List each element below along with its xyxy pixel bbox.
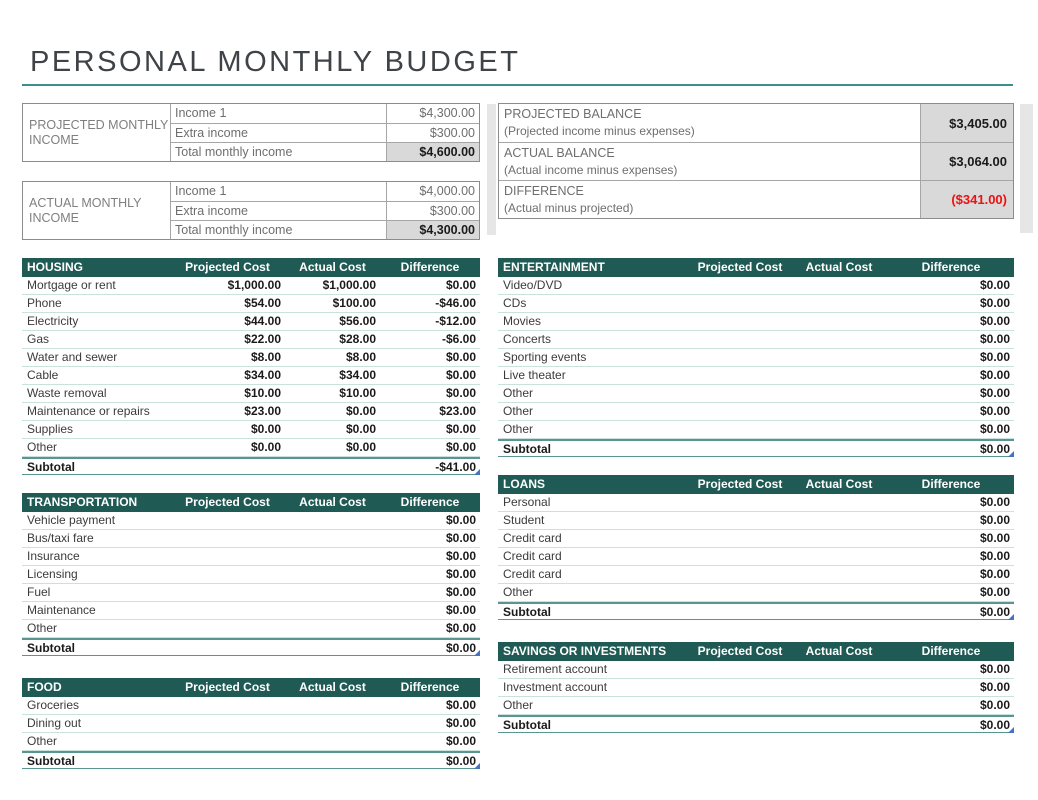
income-item-cell[interactable]: Extra income — [170, 123, 386, 142]
transportation-category-header[interactable]: TRANSPORTATION — [27, 495, 138, 509]
projected-balance-value[interactable]: $3,405.00 — [920, 104, 1013, 142]
table-row — [498, 512, 1014, 530]
difference-cell[interactable]: $0.00 — [445, 386, 476, 400]
expense-table-transportation — [22, 493, 480, 656]
actual-cost-cell[interactable] — [790, 679, 888, 696]
table-header-row — [22, 678, 480, 697]
balance-subtitle: (Actual minus projected) — [504, 201, 634, 215]
actual-income-table — [22, 181, 480, 240]
table-row — [22, 733, 480, 751]
actual-cost-cell[interactable] — [285, 566, 380, 583]
item-cell[interactable]: Fuel — [27, 585, 51, 599]
subtotal-label[interactable]: Subtotal — [27, 641, 75, 655]
difference-cell[interactable]: $0.00 — [979, 296, 1010, 310]
difference-cell[interactable]: $0.00 — [979, 531, 1010, 545]
item-cell[interactable]: Waste removal — [27, 386, 107, 400]
actual-cost-cell[interactable]: $56.00 — [339, 314, 376, 328]
projected-cost-cell[interactable]: $0.00 — [250, 422, 281, 436]
entertainment-category-header[interactable]: ENTERTAINMENT — [503, 260, 605, 274]
difference-cell[interactable]: $0.00 — [979, 278, 1010, 292]
projected-cost-cell[interactable] — [690, 403, 790, 420]
subtotal-row — [498, 715, 1014, 733]
table-resize-handle[interactable] — [474, 650, 480, 656]
projected-cost-cell[interactable] — [690, 530, 790, 547]
subtotal-row — [498, 439, 1014, 457]
projected-cost-header[interactable]: Projected Cost — [185, 680, 270, 694]
difference-cell[interactable]: $0.00 — [979, 585, 1010, 599]
actual-cost-cell[interactable] — [790, 661, 888, 678]
actual-cost-cell[interactable] — [790, 717, 888, 732]
projected-cost-cell[interactable] — [170, 697, 285, 714]
projected-cost-cell[interactable] — [690, 661, 790, 678]
item-cell[interactable]: Cable — [27, 368, 59, 382]
difference-cell[interactable]: $0.00 — [979, 332, 1010, 346]
projected-cost-cell[interactable]: $0.00 — [250, 440, 281, 454]
income-total-cell[interactable]: $4,300.00 — [386, 220, 479, 239]
projected-cost-cell[interactable] — [170, 620, 285, 637]
difference-header[interactable]: Difference — [400, 260, 460, 274]
item-cell[interactable]: Live theater — [503, 368, 566, 382]
income-item-cell[interactable]: Total monthly income — [170, 142, 386, 161]
item-cell[interactable]: Credit card — [503, 549, 562, 563]
actual-cost-cell[interactable] — [285, 548, 380, 565]
table-header-row — [498, 258, 1014, 277]
table-resize-handle[interactable] — [474, 763, 480, 769]
difference-cell[interactable]: $0.00 — [979, 350, 1010, 364]
expense-table-entertainment — [498, 258, 1014, 457]
projected-cost-cell[interactable] — [690, 349, 790, 366]
actual-cost-cell[interactable] — [790, 494, 888, 511]
projected-cost-header[interactable]: Projected Cost — [697, 260, 783, 274]
item-cell[interactable]: Maintenance — [27, 603, 96, 617]
income-value-cell[interactable]: $4,300.00 — [386, 104, 479, 123]
difference-cell[interactable]: $0.00 — [445, 350, 476, 364]
difference-cell[interactable]: $0.00 — [979, 495, 1010, 509]
item-cell[interactable]: Bus/taxi fare — [27, 531, 94, 545]
difference-header[interactable]: Difference — [921, 477, 981, 491]
actual-cost-header[interactable]: Actual Cost — [805, 477, 873, 491]
projected-cost-cell[interactable]: $8.00 — [250, 350, 281, 364]
balance-title: PROJECTED BALANCE — [504, 107, 642, 121]
difference-cell[interactable]: $0.00 — [979, 513, 1010, 527]
projected-cost-cell[interactable]: $23.00 — [244, 404, 281, 418]
item-cell[interactable]: Other — [503, 585, 534, 599]
item-cell[interactable]: Other — [503, 386, 534, 400]
item-cell[interactable]: Credit card — [503, 531, 562, 545]
difference-cell[interactable]: $0.00 — [979, 314, 1010, 328]
projected-cost-header[interactable]: Projected Cost — [697, 644, 783, 658]
item-cell[interactable]: CDs — [503, 296, 527, 310]
title-underline — [22, 84, 1013, 86]
page-break-strip-right — [1020, 104, 1033, 233]
table-row — [22, 512, 480, 530]
difference-cell[interactable]: $0.00 — [979, 698, 1010, 712]
table-row — [22, 295, 480, 313]
table-row — [22, 620, 480, 638]
difference-cell[interactable]: $0.00 — [445, 716, 476, 730]
table-row — [498, 548, 1014, 566]
difference-header[interactable]: Difference — [921, 260, 981, 274]
projected-cost-cell[interactable] — [170, 715, 285, 732]
table-row — [498, 661, 1014, 679]
projected-cost-cell[interactable] — [690, 295, 790, 312]
table-row — [498, 313, 1014, 331]
item-cell[interactable]: Maintenance or repairs — [27, 404, 150, 418]
item-cell[interactable]: Groceries — [27, 698, 80, 712]
table-row — [22, 566, 480, 584]
table-row — [498, 530, 1014, 548]
projected-cost-cell[interactable] — [170, 584, 285, 601]
difference-cell[interactable]: $0.00 — [445, 422, 476, 436]
table-row — [22, 715, 480, 733]
table-header-row — [498, 475, 1014, 494]
table-row — [22, 331, 480, 349]
projected-cost-cell[interactable] — [690, 494, 790, 511]
item-cell[interactable]: Phone — [27, 296, 62, 310]
actual-balance-row — [499, 142, 1013, 180]
income-item-cell[interactable]: Income 1 — [170, 182, 386, 201]
subtotal-label[interactable]: Subtotal — [503, 718, 551, 732]
projected-cost-cell[interactable]: $22.00 — [244, 332, 281, 346]
projected-cost-cell[interactable] — [170, 548, 285, 565]
actual-cost-header[interactable]: Actual Cost — [805, 260, 873, 274]
actual-balance-text[interactable] — [499, 143, 920, 180]
actual-cost-cell[interactable] — [285, 530, 380, 547]
item-cell[interactable]: Other — [503, 404, 534, 418]
difference-cell[interactable]: $0.00 — [979, 404, 1010, 418]
item-cell[interactable]: Supplies — [27, 422, 74, 436]
difference-cell[interactable]: $0.00 — [445, 531, 476, 545]
table-row — [22, 421, 480, 439]
table-header-row — [22, 493, 480, 512]
subtotal-row — [498, 602, 1014, 620]
expense-table-loans — [498, 475, 1014, 620]
actual-cost-cell[interactable] — [285, 640, 380, 655]
item-cell[interactable]: Vehicle payment — [27, 513, 116, 527]
item-cell[interactable]: Video/DVD — [503, 278, 563, 292]
table-row — [498, 697, 1014, 715]
page-title: PERSONAL MONTHLY BUDGET — [30, 46, 521, 78]
actual-cost-cell[interactable] — [790, 530, 888, 547]
actual-cost-cell[interactable] — [285, 697, 380, 714]
difference-cell[interactable]: $0.00 — [445, 603, 476, 617]
table-row — [22, 548, 480, 566]
difference-cell[interactable]: -$46.00 — [435, 296, 476, 310]
actual-cost-cell[interactable]: $28.00 — [339, 332, 376, 346]
actual-balance-value[interactable]: $3,064.00 — [920, 143, 1013, 180]
difference-cell[interactable]: $0.00 — [979, 549, 1010, 563]
table-row — [498, 349, 1014, 367]
subtotal-row — [22, 457, 480, 475]
actual-cost-header[interactable]: Actual Cost — [299, 495, 366, 509]
expense-table-food — [22, 678, 480, 769]
actual-cost-cell[interactable]: $1,000.00 — [322, 278, 376, 292]
difference-value[interactable]: ($341.00) — [920, 181, 1013, 218]
projected-cost-cell[interactable] — [690, 441, 790, 456]
projected-cost-cell[interactable] — [690, 385, 790, 402]
projected-cost-cell[interactable] — [690, 277, 790, 294]
actual-cost-cell[interactable] — [790, 512, 888, 529]
income-item-cell[interactable]: Income 1 — [170, 104, 386, 123]
subtotal-label[interactable]: Subtotal — [503, 442, 551, 456]
item-cell[interactable]: Student — [503, 513, 545, 527]
table-row — [22, 439, 480, 457]
projected-cost-cell[interactable] — [690, 566, 790, 583]
subtotal-label[interactable]: Subtotal — [27, 754, 75, 768]
difference-cell[interactable]: $0.00 — [979, 422, 1010, 436]
loans-category-header[interactable]: LOANS — [503, 477, 545, 491]
actual-cost-cell[interactable] — [790, 604, 888, 619]
actual-cost-cell[interactable] — [790, 331, 888, 348]
table-row — [498, 566, 1014, 584]
page-break-strip-left — [487, 104, 496, 235]
actual-cost-cell[interactable] — [790, 385, 888, 402]
projected-cost-cell[interactable] — [170, 512, 285, 529]
item-cell[interactable]: Other — [27, 440, 58, 454]
table-header-row — [498, 642, 1014, 661]
projected-cost-header[interactable]: Projected Cost — [697, 477, 783, 491]
item-cell[interactable]: Retirement account — [503, 662, 608, 676]
projected-cost-cell[interactable] — [170, 753, 285, 768]
actual-cost-cell[interactable]: $10.00 — [339, 386, 376, 400]
actual-cost-cell[interactable] — [790, 277, 888, 294]
difference-cell[interactable]: $0.00 — [445, 641, 476, 655]
difference-cell[interactable]: $23.00 — [439, 404, 476, 418]
difference-cell[interactable]: $0.00 — [445, 549, 476, 563]
actual-cost-cell[interactable] — [790, 441, 888, 456]
table-row — [498, 295, 1014, 313]
item-cell[interactable]: Investment account — [503, 680, 608, 694]
difference-cell[interactable]: $0.00 — [445, 734, 476, 748]
difference-cell[interactable]: $0.00 — [979, 567, 1010, 581]
difference-header[interactable]: Difference — [921, 644, 981, 658]
projected-cost-cell[interactable]: $1,000.00 — [227, 278, 281, 292]
projected-cost-cell[interactable] — [690, 584, 790, 601]
difference-cell[interactable]: $0.00 — [445, 278, 476, 292]
table-row — [498, 494, 1014, 512]
difference-cell[interactable]: -$12.00 — [435, 314, 476, 328]
balance-subtitle: (Actual income minus expenses) — [504, 163, 678, 177]
table-row — [22, 697, 480, 715]
actual-cost-cell[interactable] — [790, 403, 888, 420]
table-resize-handle[interactable] — [1008, 451, 1014, 457]
difference-cell[interactable]: $0.00 — [445, 368, 476, 382]
projected-cost-cell[interactable]: $54.00 — [244, 296, 281, 310]
projected-income-table — [22, 103, 480, 162]
table-row — [22, 367, 480, 385]
item-cell[interactable]: Other — [503, 698, 534, 712]
income-value-cell[interactable]: $300.00 — [386, 123, 479, 142]
table-row — [498, 367, 1014, 385]
projected-cost-cell[interactable]: $34.00 — [244, 368, 281, 382]
projected-cost-cell[interactable] — [690, 679, 790, 696]
actual-cost-cell[interactable] — [285, 584, 380, 601]
actual-cost-cell[interactable] — [790, 566, 888, 583]
item-cell[interactable]: Other — [27, 621, 58, 635]
projected-cost-cell[interactable] — [690, 548, 790, 565]
projected-income-label[interactable]: PROJECTED MONTHLY INCOME — [29, 117, 169, 147]
projected-cost-cell[interactable] — [170, 602, 285, 619]
actual-cost-header[interactable]: Actual Cost — [299, 260, 366, 274]
projected-cost-cell[interactable] — [690, 331, 790, 348]
actual-income-label[interactable]: ACTUAL MONTHLY INCOME — [29, 195, 142, 225]
difference-cell[interactable]: $0.00 — [979, 605, 1010, 619]
actual-cost-cell[interactable]: $0.00 — [345, 404, 376, 418]
projected-cost-cell[interactable]: $44.00 — [244, 314, 281, 328]
item-cell[interactable]: Licensing — [27, 567, 78, 581]
actual-cost-cell[interactable] — [285, 602, 380, 619]
item-cell[interactable]: Mortgage or rent — [27, 278, 116, 292]
table-row — [498, 584, 1014, 602]
balance-title: DIFFERENCE — [504, 184, 584, 198]
table-row — [22, 277, 480, 295]
projected-cost-cell[interactable] — [690, 697, 790, 714]
actual-cost-cell[interactable]: $0.00 — [345, 422, 376, 436]
difference-cell[interactable]: -$41.00 — [435, 460, 476, 474]
table-header-row — [22, 258, 480, 277]
difference-cell[interactable]: $0.00 — [979, 718, 1010, 732]
table-resize-handle[interactable] — [474, 469, 480, 475]
actual-cost-header[interactable]: Actual Cost — [299, 680, 366, 694]
income-value-cell[interactable]: $300.00 — [386, 201, 479, 220]
projected-cost-cell[interactable] — [170, 530, 285, 547]
projected-cost-cell[interactable] — [690, 313, 790, 330]
item-cell[interactable]: Dining out — [27, 716, 82, 730]
difference-cell[interactable]: $0.00 — [979, 662, 1010, 676]
actual-cost-cell[interactable] — [790, 313, 888, 330]
projected-cost-cell[interactable] — [170, 733, 285, 750]
item-cell[interactable]: Sporting events — [503, 350, 587, 364]
table-row — [498, 421, 1014, 439]
table-row — [498, 331, 1014, 349]
actual-cost-cell[interactable] — [790, 349, 888, 366]
actual-cost-cell[interactable]: $0.00 — [345, 440, 376, 454]
table-row — [22, 349, 480, 367]
item-cell[interactable]: Other — [27, 734, 58, 748]
table-resize-handle[interactable] — [1008, 727, 1014, 733]
projected-cost-header[interactable]: Projected Cost — [185, 495, 270, 509]
difference-row — [499, 180, 1013, 218]
item-cell[interactable]: Insurance — [27, 549, 80, 563]
table-row — [498, 277, 1014, 295]
projected-cost-header[interactable]: Projected Cost — [185, 260, 270, 274]
balance-subtitle: (Projected income minus expenses) — [504, 124, 695, 138]
projected-cost-cell[interactable] — [690, 421, 790, 438]
item-cell[interactable]: Movies — [503, 314, 542, 328]
housing-category-header[interactable]: HOUSING — [27, 260, 84, 274]
item-cell[interactable]: Other — [503, 422, 534, 436]
difference-cell[interactable]: $0.00 — [445, 621, 476, 635]
difference-cell[interactable]: $0.00 — [979, 680, 1010, 694]
difference-cell[interactable]: $0.00 — [979, 442, 1010, 456]
projected-cost-cell[interactable] — [690, 367, 790, 384]
actual-cost-cell[interactable]: $34.00 — [339, 368, 376, 382]
projected-balance-text[interactable] — [499, 104, 920, 142]
difference-cell[interactable]: $0.00 — [445, 440, 476, 454]
actual-cost-cell[interactable] — [285, 512, 380, 529]
table-row — [498, 385, 1014, 403]
subtotal-label[interactable]: Subtotal — [27, 460, 75, 474]
table-row — [22, 385, 480, 403]
actual-cost-cell[interactable] — [285, 620, 380, 637]
actual-cost-cell[interactable]: $100.00 — [332, 296, 376, 310]
projected-cost-cell[interactable] — [170, 566, 285, 583]
income-total-cell[interactable]: $4,600.00 — [386, 142, 479, 161]
projected-cost-cell[interactable] — [690, 717, 790, 732]
item-cell[interactable]: Concerts — [503, 332, 552, 346]
balance-summary-table — [498, 103, 1014, 219]
food-category-header[interactable]: FOOD — [27, 680, 62, 694]
actual-cost-cell[interactable] — [790, 584, 888, 601]
actual-cost-cell[interactable] — [790, 421, 888, 438]
actual-cost-header[interactable]: Actual Cost — [805, 644, 873, 658]
expense-table-savings — [498, 642, 1014, 733]
projected-cost-cell[interactable]: $10.00 — [244, 386, 281, 400]
difference-cell[interactable]: $0.00 — [445, 513, 476, 527]
item-cell[interactable]: Gas — [27, 332, 50, 346]
actual-cost-cell[interactable]: $8.00 — [345, 350, 376, 364]
actual-cost-cell[interactable] — [790, 367, 888, 384]
actual-cost-cell[interactable] — [285, 459, 380, 474]
income-item-cell[interactable]: Total monthly income — [170, 220, 386, 239]
expense-table-housing — [22, 258, 480, 475]
difference-cell[interactable]: $0.00 — [445, 567, 476, 581]
projected-balance-row — [499, 104, 1013, 142]
item-cell[interactable]: Credit card — [503, 567, 562, 581]
balance-title: ACTUAL BALANCE — [504, 146, 615, 160]
difference-cell[interactable]: -$6.00 — [441, 332, 476, 346]
projected-cost-cell[interactable] — [170, 640, 285, 655]
actual-cost-cell[interactable] — [285, 733, 380, 750]
table-row — [22, 584, 480, 602]
difference-text[interactable] — [499, 181, 920, 218]
actual-cost-cell[interactable] — [285, 753, 380, 768]
item-cell[interactable]: Electricity — [27, 314, 79, 328]
difference-cell[interactable]: $0.00 — [979, 368, 1010, 382]
subtotal-row — [22, 638, 480, 656]
table-row — [22, 403, 480, 421]
subtotal-row — [22, 751, 480, 769]
savings-category-header[interactable]: SAVINGS OR INVESTMENTS — [503, 644, 667, 658]
table-row — [22, 602, 480, 620]
table-row — [22, 313, 480, 331]
projected-cost-cell[interactable] — [690, 604, 790, 619]
difference-cell[interactable]: $0.00 — [979, 386, 1010, 400]
actual-cost-cell[interactable] — [790, 295, 888, 312]
subtotal-label[interactable]: Subtotal — [503, 605, 551, 619]
income-item-cell[interactable]: Extra income — [170, 201, 386, 220]
item-cell[interactable]: Water and sewer — [27, 350, 118, 364]
actual-cost-cell[interactable] — [285, 715, 380, 732]
actual-cost-cell[interactable] — [790, 697, 888, 714]
table-row — [498, 403, 1014, 421]
difference-cell[interactable]: $0.00 — [445, 698, 476, 712]
item-cell[interactable]: Personal — [503, 495, 551, 509]
difference-header[interactable]: Difference — [400, 680, 460, 694]
difference-header[interactable]: Difference — [400, 495, 460, 509]
table-row — [498, 679, 1014, 697]
table-row — [22, 530, 480, 548]
difference-cell[interactable]: $0.00 — [445, 754, 476, 768]
difference-cell[interactable]: $0.00 — [445, 585, 476, 599]
projected-cost-cell[interactable] — [690, 512, 790, 529]
table-resize-handle[interactable] — [1008, 614, 1014, 620]
projected-cost-cell[interactable] — [170, 459, 285, 474]
actual-cost-cell[interactable] — [790, 548, 888, 565]
income-value-cell[interactable]: $4,000.00 — [386, 182, 479, 201]
